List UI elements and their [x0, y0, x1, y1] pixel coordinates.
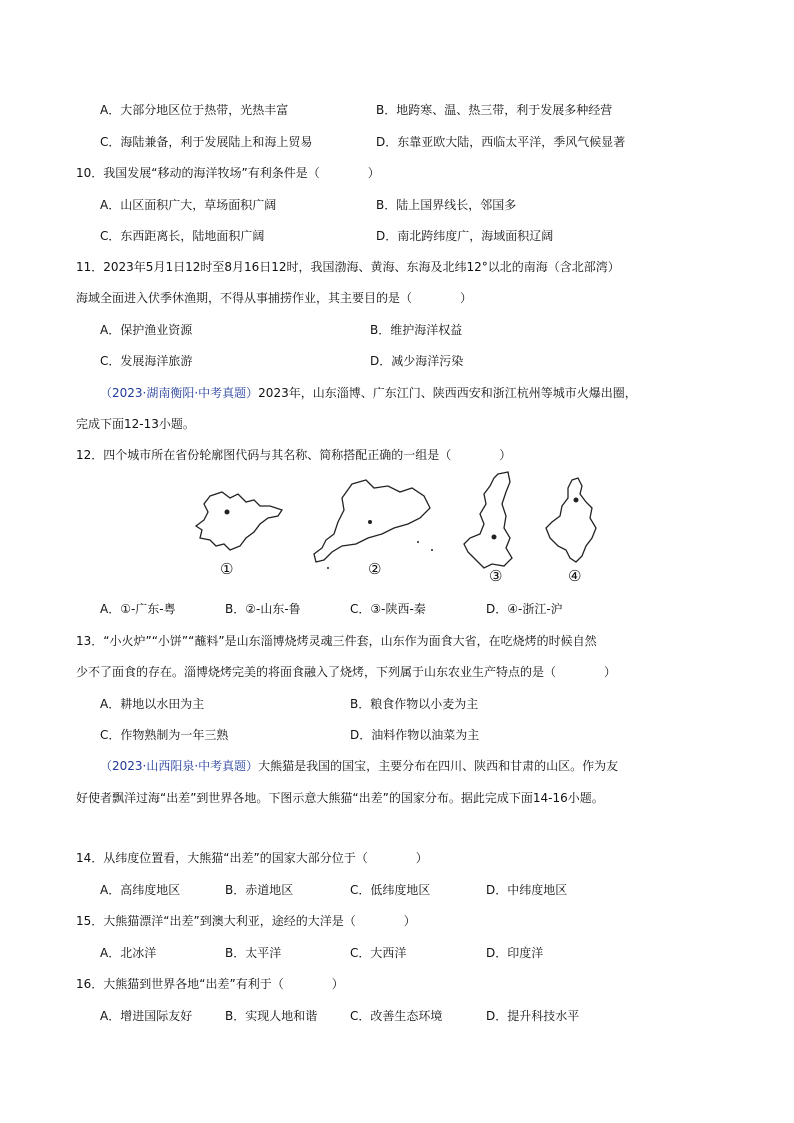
q15-option-b: B．太平洋 [225, 946, 282, 960]
q14-option-c: C．低纬度地区 [350, 883, 431, 897]
q11-option-c: C．发展海洋旅游 [100, 354, 193, 368]
q11-option-d: D．减少海洋污染 [370, 354, 464, 368]
outline-label-2: ② [368, 560, 382, 578]
q9-option-a: A．大部分地区位于热带，光热丰富 [100, 103, 289, 117]
q12-option-b: B．②-山东-鲁 [225, 602, 301, 616]
q10-option-a: A．山区面积广大，草场面积广阔 [100, 198, 277, 212]
province-outline-3 [458, 470, 528, 575]
intro-12-13-line2: 完成下面12-13小题。 [76, 417, 195, 431]
q16-stem: 16．大熊猫到世界各地“出差”有利于（ ） [76, 977, 344, 991]
intro-14-16-source: （2023·山西阳泉·中考真题） [100, 759, 259, 773]
province-outline-4 [542, 476, 602, 566]
q10-option-b: B．陆上国界线长，邻国多 [376, 198, 517, 212]
q12-option-a: A．①-广东-粤 [100, 602, 176, 616]
intro-12-13-source: （2023·湖南衡阳·中考真题） [100, 386, 259, 400]
q12-option-c: C．③-陕西-秦 [350, 602, 426, 616]
q9-option-c: C．海陆兼备，利于发展陆上和海上贸易 [100, 135, 313, 149]
q11-option-b: B．维护海洋权益 [370, 323, 463, 337]
province-outline-2 [308, 478, 448, 573]
intro-12-13-text: 2023年，山东淄博、广东江门、陕西西安和浙江杭州等城市火爆出圈， [258, 386, 637, 400]
q13-option-c: C．作物熟制为一年三熟 [100, 728, 229, 742]
q15-option-a: A．北冰洋 [100, 946, 157, 960]
q11-stem-line1: 11．2023年5月1日12时至8月16日12时，我国渤海、黄海、东海及北纬12°以北的南海（含北部湾） [76, 260, 620, 274]
q14-option-d: D．中纬度地区 [486, 883, 568, 897]
q13-option-a: A．耕地以水田为主 [100, 697, 205, 711]
q15-option-c: C．大西洋 [350, 946, 407, 960]
q13-option-d: D．油料作物以油菜为主 [350, 728, 480, 742]
q13-stem-line1: 13．“小火炉”“小饼”“蘸料”是山东淄博烧烤灵魂三件套，山东作为面食大省，在吃烧烤的时候自然 [76, 634, 597, 648]
intro-12-13-line1 [100, 385, 637, 401]
q13-stem-line2: 少不了面食的存在。淄博烧烤完美的将面食融入了烧烤，下列属于山东农业生产特点的是（ ） [76, 665, 617, 679]
q14-option-b: B．赤道地区 [225, 883, 294, 897]
outline-label-4: ④ [568, 567, 582, 585]
intro-14-16-text: 大熊猫是我国的国宝，主要分布在四川、陕西和甘肃的山区。作为友 [258, 759, 619, 773]
q12-option-d: D．④-浙江-沪 [486, 602, 563, 616]
province-outline-figure [190, 470, 610, 590]
outline-label-3: ③ [489, 567, 503, 585]
q14-option-a: A．高纬度地区 [100, 883, 181, 897]
q10-option-d: D．南北跨纬度广，海域面积辽阔 [376, 229, 554, 243]
q11-option-a: A．保护渔业资源 [100, 323, 193, 337]
q9-option-d: D．东靠亚欧大陆，西临太平洋，季风气候显著 [376, 135, 626, 149]
q15-stem: 15．大熊猫漂洋“出差”到澳大利亚，途经的大洋是（ ） [76, 914, 416, 928]
q16-option-b: B．实现人地和谐 [225, 1009, 318, 1023]
q16-option-d: D．提升科技水平 [486, 1009, 580, 1023]
q16-option-a: A．增进国际友好 [100, 1009, 193, 1023]
q11-stem-line2: 海域全面进入伏季休渔期，不得从事捕捞作业，其主要目的是（ ） [76, 291, 473, 305]
q14-stem: 14．从纬度位置看，大熊猫“出差”的国家大部分位于（ ） [76, 851, 428, 865]
q10-stem: 10．我国发展“移动的海洋牧场”有利条件是（ ） [76, 166, 380, 180]
intro-14-16-line2: 好使者飘洋过海“出差”到世界各地。下图示意大熊猫“出差”的国家分布。据此完成下面14-16小题。 [76, 791, 604, 805]
outline-label-1: ① [220, 560, 234, 578]
q10-option-c: C．东西距离长，陆地面积广阔 [100, 229, 265, 243]
intro-14-16-line1 [100, 758, 618, 774]
q13-option-b: B．粮食作物以小麦为主 [350, 697, 479, 711]
q9-option-b: B．地跨寒、温、热三带，利于发展多种经营 [376, 103, 613, 117]
q16-option-c: C．改善生态环境 [350, 1009, 443, 1023]
province-outline-1 [190, 488, 285, 553]
q15-option-d: D．印度洋 [486, 946, 544, 960]
q12-stem: 12．四个城市所在省份轮廓图代码与其名称、简称搭配正确的一组是（ ） [76, 448, 512, 462]
